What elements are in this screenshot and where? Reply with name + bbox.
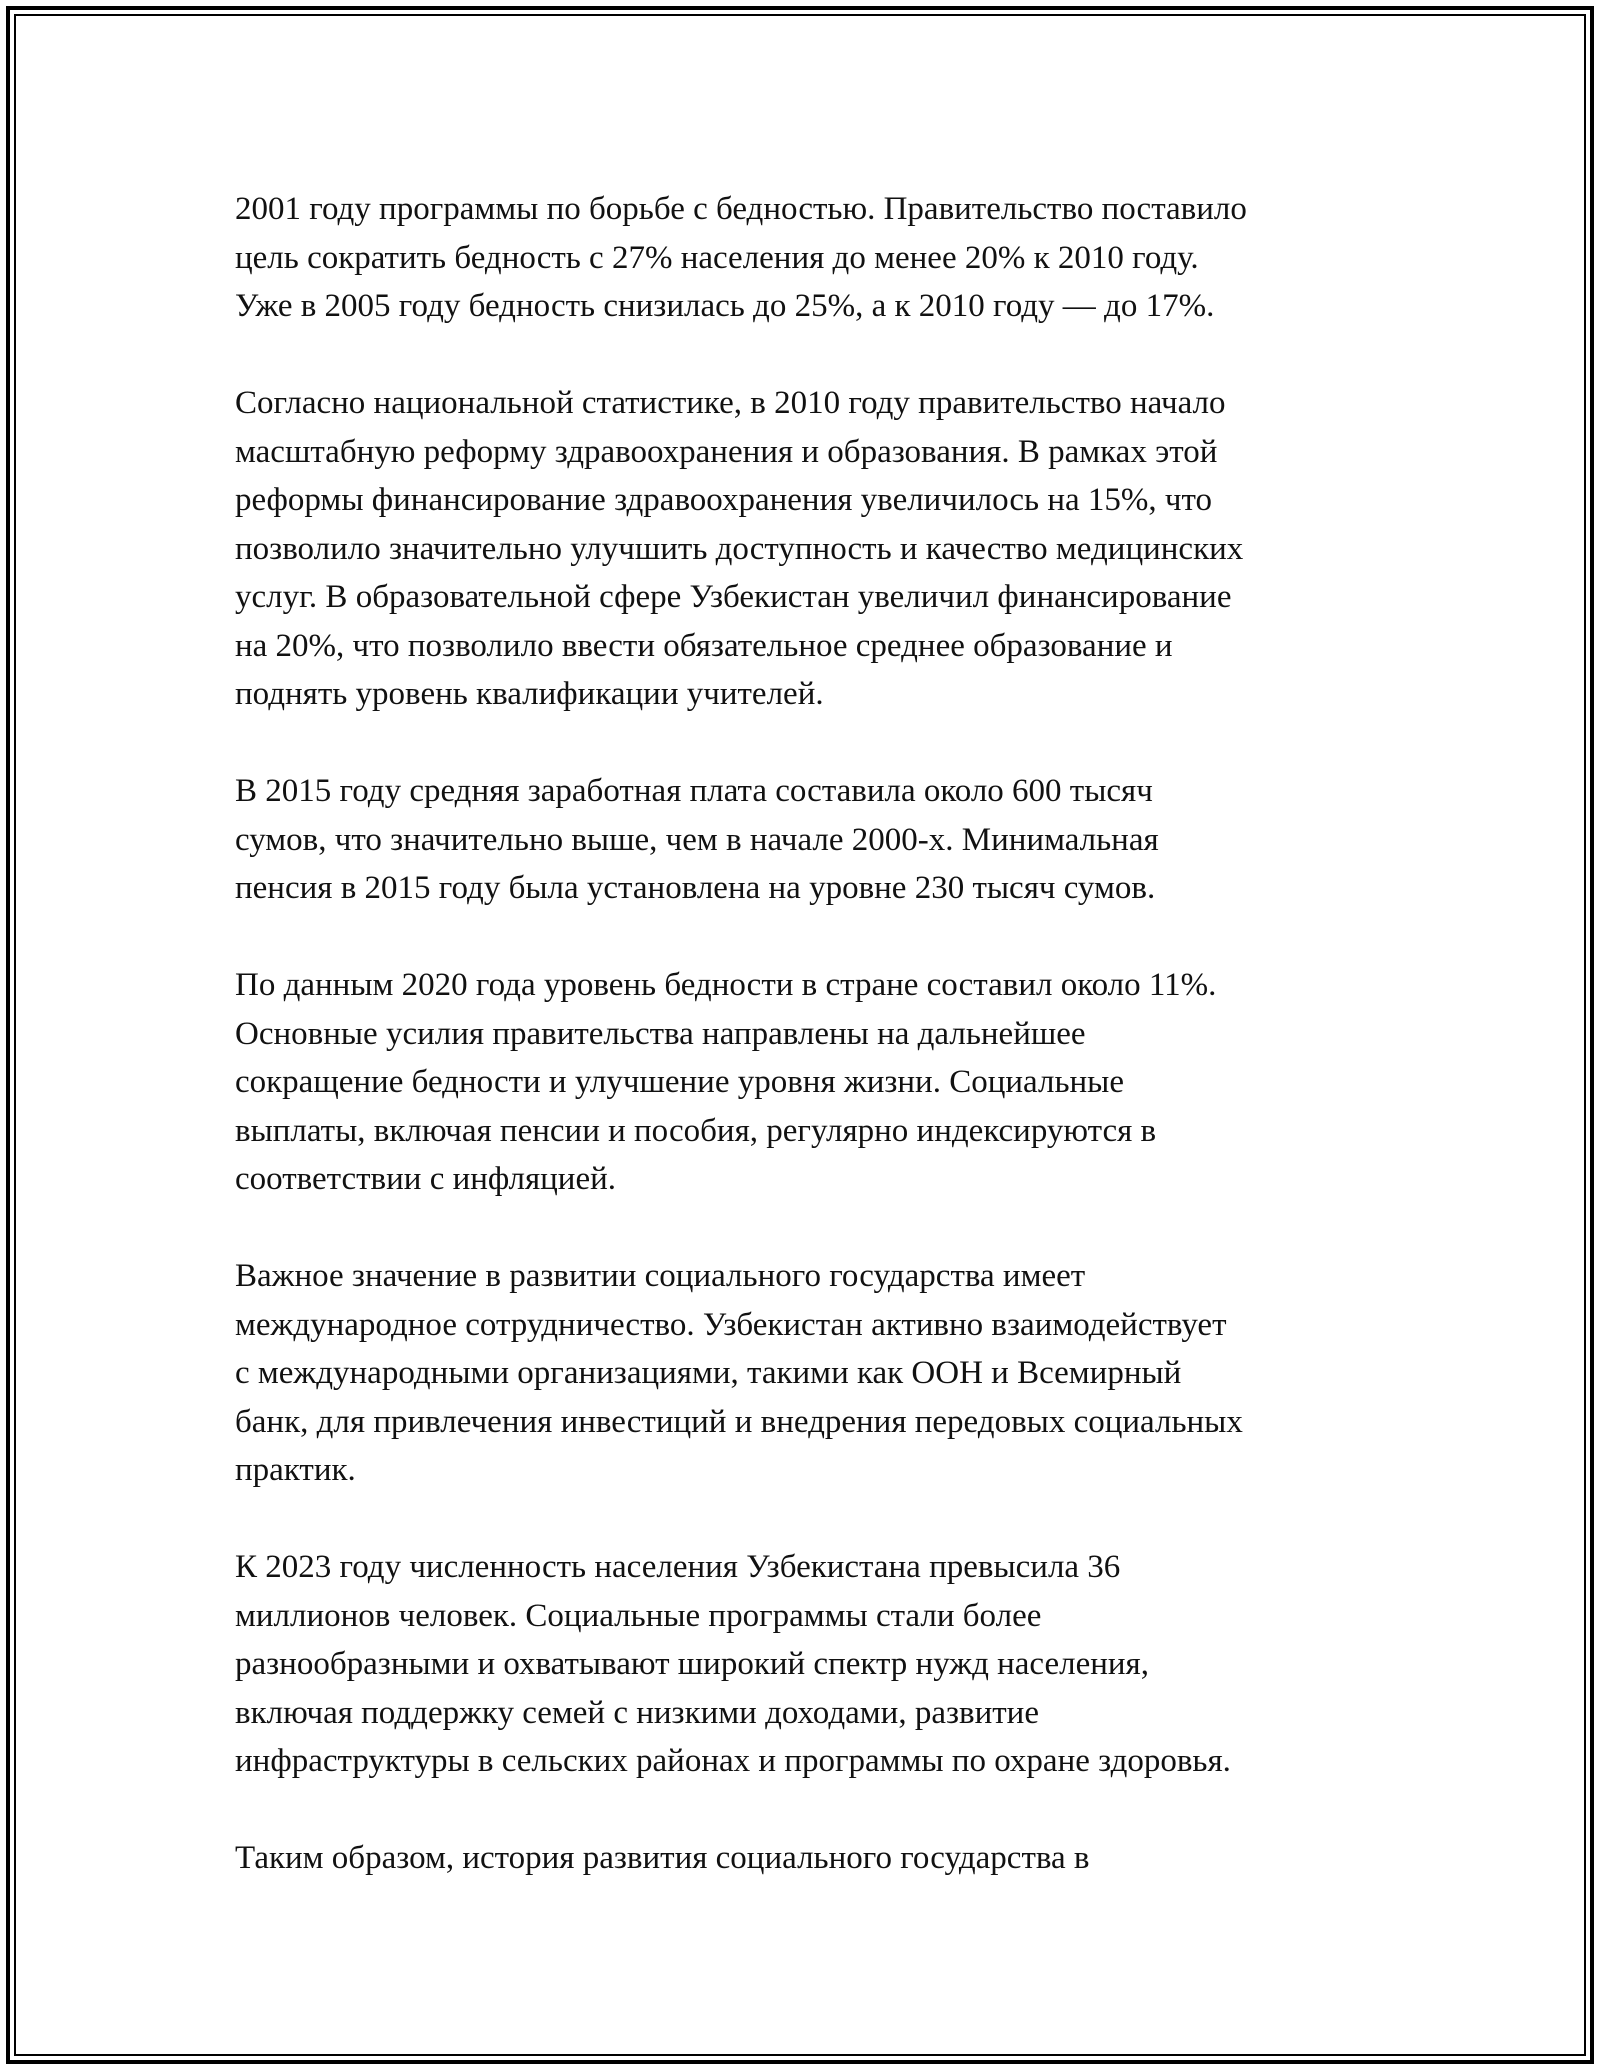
paragraph-wages-pensions: В 2015 году средняя заработная плата составила около 600 тысяч сумов, что значительно выше, чем в начале 2000-х. Минимальная пенсия в 2015 году была установлена на уровне 230 тысяч сумов. [235, 773, 1159, 906]
paragraph-international-cooperation: Важное значение в развитии социального государства имеет международное сотрудничество. Узбекистан активно взаимодействует с международными организациями, такими как ООН и Всемирный банк, для привлечения инвестиций и внедрения передовых социальных практик. [235, 1258, 1243, 1488]
paragraph-conclusion: Таким образом, история развития социального государства в [235, 1840, 1090, 1876]
paragraph-poverty-programs: 2001 году программы по борьбе с бедностью. Правительство поставило цель сократить бедность с 27% населения до менее 20% к 2010 году. Уже в 2005 году бедность снизилась до 25%, а к 2010 году — до 17%. [235, 191, 1247, 324]
paragraph-population-2023: К 2023 году численность населения Узбекистана превысила 36 миллионов человек. Социальные программы стали более разнообразными и охватывают широкий спектр нужд населения, включая поддержку семей с низкими доходами, развитие инфраструктуры в сельских районах и программы по охране здоровья. [235, 1549, 1231, 1779]
paragraph-health-education-reform: Согласно национальной статистике, в 2010 году правительство начало масштабную реформу здравоохранения и образования. В рамках этой реформы финансирование здравоохранения увеличилось на 15%, что позволило значительно улучшить доступность и качество медицинских услуг. В образовательной сфере Узбекистан увеличил финансирование на 20%, что позволило ввести обязательное среднее образование и поднять уровень квалификации учителей. [235, 385, 1244, 712]
document-body [235, 185, 1375, 1883]
paragraph-poverty-2020: По данным 2020 года уровень бедности в стране составил около 11%. Основные усилия правительства направлены на дальнейшее сокращение бедности и улучшение уровня жизни. Социальные выплаты, включая пенсии и пособия, регулярно индексируются в соответствии с инфляцией. [235, 967, 1217, 1197]
